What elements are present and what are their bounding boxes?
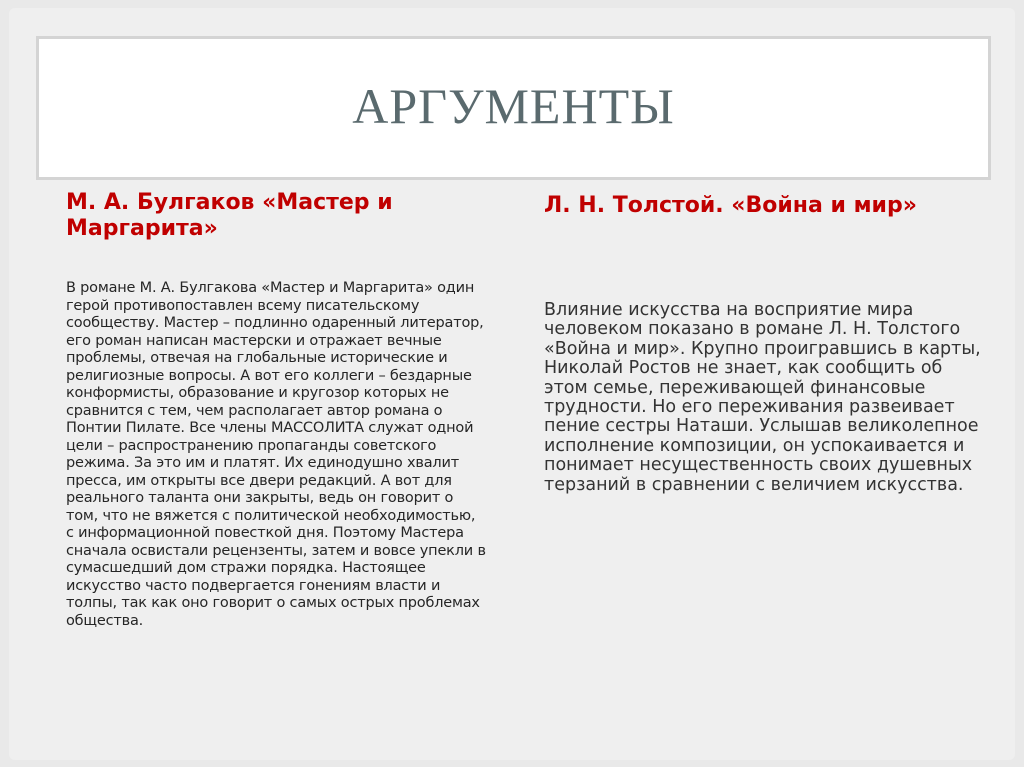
slide-title: АРГУМЕНТЫ — [352, 78, 675, 134]
left-heading: М. А. Булгаков «Мастер и Маргарита» — [66, 190, 393, 241]
slide — [9, 8, 1015, 760]
right-body-text: Влияние искусства на восприятие мира человеком показано в романе Л. Н. Толстого «Война и мир». Крупно проигравшись в карты, Николай Ростов не знает, как сообщить об этом семье, переживающей финансовые трудности. Но его переживания развеивает пение сестры Наташи. Услышав великолепное исполнение композиции, он успокаивается и понимает несущественность своих душевных терзаний в сравнении с величием искусства. — [544, 300, 981, 495]
left-column — [66, 190, 486, 630]
title-box — [36, 36, 991, 180]
left-body-text: В романе М. А. Булгакова «Мастер и Маргарита» один герой противопоставлен всему писательскому сообществу. Мастер – подлинно одаренный литератор, его роман написан мастерски и отражает вечные проблемы, отвечая на глобальные исторические и религиозные вопросы. А вот его коллеги – бездарные конформисты, образование и кругозор которых не сравнится с тем, чем располагает автор романа о Понтии Пилате. Все члены МАССОЛИТА служат одной цели – распространению пропаганды советского режима. За это им и платят. Их единодушно хвалит пресса, им открыты все двери редакций. А вот для реального таланта они закрыты, ведь он говорит о том, что не вяжется с политической необходимостью, с информационной повесткой дня. Поэтому Мастера сначала освистали рецензенты, затем и вовсе упекли в сумасшедший дом стражи порядка. Настоящее искусство часто подвергается гонениям власти и толпы, так как оно говорит о самых острых проблемах общества. — [66, 280, 486, 629]
right-column — [544, 193, 984, 495]
right-heading: Л. Н. Толстой. «Война и мир» — [544, 193, 917, 218]
